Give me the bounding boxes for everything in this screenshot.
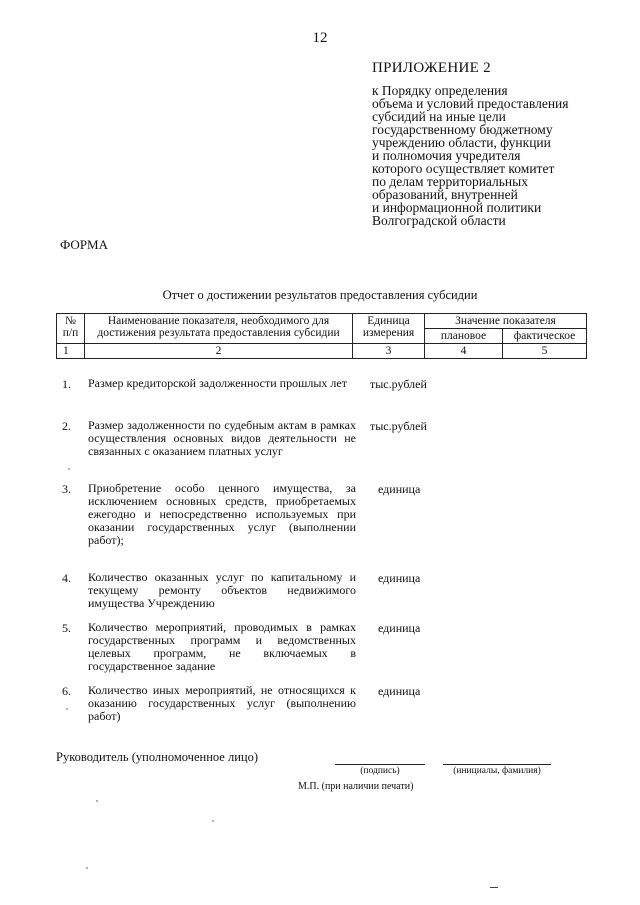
report-table-header [56, 313, 587, 359]
row-name: Приобретение особо ценного имущества, за исключением основных средств, приобретаемых ежегодно и непосредственно используемых при оказании государственных услуг (выполнении работ); [88, 481, 356, 547]
signature-caption: (подпись) [360, 766, 400, 776]
appendix-line: которого осуществляет комитет [372, 161, 555, 176]
appendix-line: субсидий на иные цели [372, 109, 506, 124]
appendix-line: объема и условий предоставления [372, 96, 569, 111]
appendix-line: государственному бюджетному [372, 122, 553, 137]
page-number: 12 [312, 30, 328, 46]
appendix-text [372, 84, 612, 227]
scan-speck [86, 867, 88, 869]
appendix-line: и полномочия учредителя [372, 148, 521, 163]
appendix-line: и информационной политики [372, 200, 542, 215]
column-number: 2 [85, 344, 353, 359]
name-caption: (инициалы, фамилия) [453, 766, 541, 776]
row-number: 2. [62, 419, 71, 433]
header-unit: Единица измерения [353, 314, 425, 344]
header-actual: фактическое [503, 329, 587, 344]
column-number: 1 [57, 344, 85, 359]
row-name: Количество иных мероприятий, не относящихся к оказанию государственных услуг (выполнению работ) [88, 683, 356, 723]
header-planned: плановое [425, 329, 503, 344]
row-name: Размер задолженности по судебным актам в рамках осуществления основных видов деятельности не связанных с оказанием платных услуг [88, 418, 356, 458]
appendix-line: учреждению области, функции [372, 135, 551, 150]
row-name: Размер кредиторской задолженности прошлых лет [88, 376, 347, 390]
row-number: 6. [62, 684, 71, 698]
scan-speck [66, 708, 68, 710]
row-unit: тыс.рублей [370, 419, 427, 433]
column-number: 5 [503, 344, 587, 359]
row-number: 4. [62, 571, 71, 585]
form-label: ФОРМА [60, 237, 108, 252]
row-number: 3. [62, 482, 71, 496]
row-number: 5. [62, 621, 71, 635]
row-unit: единица [378, 684, 421, 698]
signature-line [335, 764, 425, 765]
stamp-label: М.П. (при наличии печати) [298, 781, 414, 792]
row-name: Количество оказанных услуг по капитальному и текущему ремонту объектов недвижимого имущества Учреждению [88, 570, 356, 610]
column-number: 3 [353, 344, 425, 359]
column-number: 4 [425, 344, 503, 359]
scan-mark [490, 887, 498, 888]
row-unit: единица [378, 621, 421, 635]
row-unit: единица [378, 571, 421, 585]
footer-head-label: Руководитель (уполномоченное лицо) [56, 750, 259, 764]
header-value: Значение показателя [425, 314, 587, 329]
appendix-line: образований, внутренней [372, 187, 518, 202]
appendix-line: к Порядку определения [372, 83, 508, 98]
scan-speck [96, 800, 98, 802]
appendix-title: ПРИЛОЖЕНИЕ 2 [372, 60, 491, 76]
row-unit: единица [378, 482, 421, 496]
name-line [443, 764, 551, 765]
row-name: Количество мероприятий, проводимых в рамках государственных программ и ведомственных целевых программ, не включаемых в государственное задание [88, 620, 356, 673]
scan-speck [68, 468, 70, 470]
header-name: Наименование показателя, необходимого для достижения результата предоставления субсидии [85, 314, 353, 344]
appendix-line: по делам территориальных [372, 174, 528, 189]
report-title: Отчет о достижении результатов предоставления субсидии [162, 288, 478, 302]
row-unit: тыс.рублей [370, 377, 427, 391]
header-num: № п/п [57, 314, 85, 344]
row-number: 1. [62, 377, 71, 391]
scan-speck [212, 820, 214, 822]
appendix-line: Волгоградской области [372, 213, 506, 228]
